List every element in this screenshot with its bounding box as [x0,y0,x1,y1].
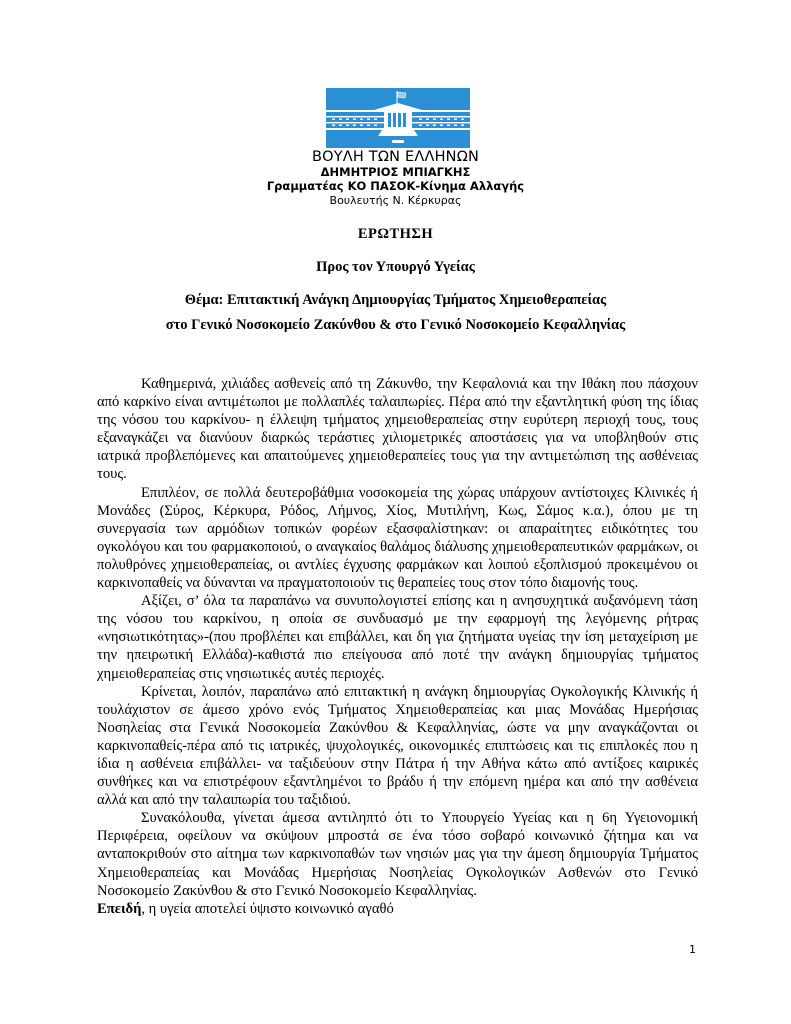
body-paragraph: Αξίζει, σ’ όλα τα παραπάνω να συνυπολογιστεί επίσης και η ανησυχητικά αυξανόμενη τάση της νόσου του καρκίνου, η οποία σε συνδυασμό με την εφαρμογή της λεγόμενης ρήτρας «νησιωτικότητας»-(που προβλέπει και επιβάλλει, και δη για ζητήματα υγείας την ίση μεταχείριση με την ηπειρωτική Ελλάδα)-καθιστά πιο επείγουσα από ποτέ την ανάγκη δημιουργίας τμήματος χημειοθεραπείας στις νησιωτικές αυτές περιοχές. [97,593,698,682]
hellenic-parliament-logo-icon [326,88,470,148]
closing-text: , η υγεία αποτελεί ύψιστο κοινωνικό αγαθό [141,900,394,917]
body-paragraph: Καθημερινά, χιλιάδες ασθενείς από τη Ζάκυνθο, την Κεφαλονιά και την Ιθάκη που πάσχουν από καρκίνο είναι αντιμέτωποι με πολλαπλές ταλαιπωρίες. Πέρα από την εξαντλητική φύση της ίδιας της νόσου του καρκίνου- η έλλειψη τμήματος χημειοθεραπείας στην ευρύτερη περιοχή τους, τους εξαναγκάζει να διανύουν διαρκώς τεράστιες χιλιομετρικές αποστάσεις για να υποβληθούν στις ιατρικά προβλεπόμενες και απαιτούμενες χημειοθεραπείες τους για την αντιμετώπιση της ασθένειας τους. [97,376,698,483]
mp-district: Βουλευτής Ν. Κέρκυρας [329,194,462,207]
body-paragraph: Συνακόλουθα, γίνεται άμεσα αντιληπτό ότι το Υπουργείο Υγείας και η 6η Υγειονομική Περιφέρεια, οφείλουν να σκύψουν μπροστά σε ένα τόσο σοβαρό κοινωνικό ζήτημα και να ανταποκριθούν στο αίτημα των καρκινοπαθών των νησιών μας για την άμεση δημιουργία Τμήματος Χημειοθεραπείας και Μονάδας Ημερήσιας Νοσηλείας Ογκολογικών Ασθενών στο Γενικό Νοσοκομείο Ζακύνθου & στο Γενικό Νοσοκομείο Κεφαλληνίας. [97,810,698,899]
mp-role: Γραμματέας ΚΟ ΠΑΣΟΚ-Κίνημα Αλλαγής [266,179,525,193]
subject-line-1: Θέμα: Επιτακτική Ανάγκη Δημιουργίας Τμήματος Χημειοθεραπείας [184,292,607,308]
body-paragraph: Κρίνεται, λοιπόν, παραπάνω από επιτακτική η ανάγκη δημιουργίας Ογκολογικής Κλινικής ή τουλάχιστον σε άμεσο χρόνο ενός Τμήματος Χημειοθεραπείας και μιας Μονάδας Ημερήσιας Νοσηλείας στα Γενικά Νοσοκομεία Ζακύνθου & Κεφαλληνίας, ώστε να μην αναγκάζονται οι καρκινοπαθείς-πέρα από τις ιατρικές, ψυχολογικές, οικονομικές επιπτώσεις και τις επιπλοκές που η ίδια η ασθένεια επιβάλλει- να ταξιδεύουν στην Πάτρα ή την Αθήνα κάτω από αντίξοες καιρικές συνθήκες και να επιστρέφουν εξαντλημένοι το βράδυ ή την επόμενη ημέρα και από την ασθένεια αλλά και από την ταλαιπωρία του ταξιδιού. [97,683,698,809]
document-type-heading: ΕΡΩΤΗΣΗ [357,226,434,242]
document-body [97,375,698,918]
subject-line-2: στο Γενικό Νοσοκομείο Ζακύνθου & στο Γενικό Νοσοκομείο Κεφαλληνίας [165,317,626,333]
mp-name: ΔΗΜΗΤΡΙΟΣ ΜΠΙΑΓΚΗΣ [320,165,471,179]
page-number: 1 [689,943,696,956]
closing-paragraph [97,900,698,918]
parliament-name: ΒΟΥΛΗ ΤΩΝ ΕΛΛΗΝΩΝ [311,149,480,165]
closing-bold-word: Επειδή [97,900,142,917]
body-paragraph: Επιπλέον, σε πολλά δευτεροβάθμια νοσοκομεία της χώρας υπάρχουν αντίστοιχες Κλινικές ή Μονάδες (Σύρος, Κέρκυρα, Ρόδος, Λήμνος, Χίος, Μυτιλήνη, Κως, Σάμος κ.α.), όπου με τη συνεργασία των αρμόδιων τοπικών φορέων εξασφαλίστηκαν: οι απαραίτητες ειδικότητες του ογκολόγου και του φαρμακοποιού, ο αναγκαίος θαλάμος διάλυσης χημειοθεραπευτικών φαρμάκων, οι πολυθρόνες χημειοθεραπείας, οι αντλίες έγχυσης φαρμάκων και λοιπού εξοπλισμού προκειμένου οι καρκινοπαθείς να δύνανται να πραγματοποιούν τις θεραπείες τους στον τόπο διαμονής τους. [97,484,698,592]
addressee-heading: Προς τον Υπουργό Υγείας [316,259,475,275]
